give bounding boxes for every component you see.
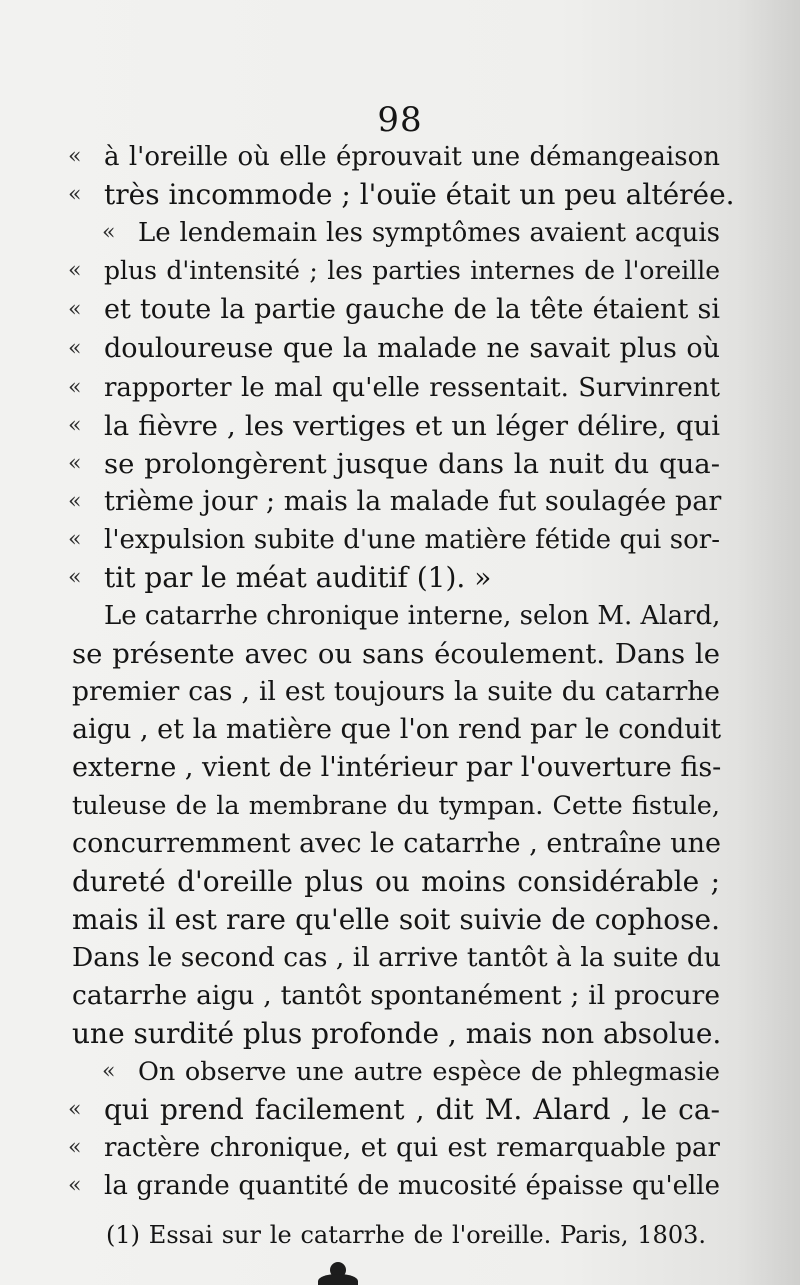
quote-mark: « — [102, 220, 116, 245]
quote-mark: « — [102, 1059, 116, 1084]
text-line: tuleuse de la membrane du tympan. Cette fistule, — [72, 791, 720, 821]
quote-mark: « — [68, 565, 82, 590]
text-line: ractère chronique, et qui est remarquable par — [104, 1133, 720, 1163]
quote-mark: « — [68, 1173, 82, 1198]
quote-mark: « — [68, 182, 82, 207]
text-line: la grande quantité de mucosité épaisse qu'elle — [104, 1171, 720, 1201]
text-line: Le catarrhe chronique interne, selon M. Alard, — [104, 601, 721, 631]
text-line: qui prend facilement , dit M. Alard , le ca- — [104, 1093, 720, 1126]
text-line: une surdité plus profonde , mais non absolue. — [72, 1017, 722, 1050]
text-line: à l'oreille où elle éprouvait une démangeaison — [104, 142, 720, 172]
quote-mark: « — [68, 297, 82, 322]
text-line: Dans le second cas , il arrive tantôt à la suite du — [72, 942, 721, 973]
quote-mark: « — [68, 336, 82, 361]
text-line: se prolongèrent jusque dans la nuit du qua- — [104, 448, 720, 480]
quote-mark: « — [68, 1135, 82, 1160]
text-line: très incommode ; l'ouïe était un peu altérée. — [104, 178, 735, 211]
text-line: Le lendemain les symptômes avaient acquis — [138, 218, 720, 248]
ornament-icon — [318, 1262, 358, 1285]
text-line: douloureuse que la malade ne savait plus où — [104, 333, 720, 364]
quote-mark: « — [68, 375, 82, 400]
text-line: premier cas , il est toujours la suite du catarrhe — [72, 676, 720, 707]
text-line: On observe une autre espèce de phlegmasie — [138, 1057, 720, 1087]
quote-mark: « — [68, 527, 82, 552]
text-line: mais il est rare qu'elle soit suivie de cophose. — [72, 903, 720, 936]
text-line: tit par le méat auditif (1). » — [104, 561, 492, 594]
text-line: l'expulsion subite d'une matière fétide qui sor- — [104, 525, 720, 555]
text-line: externe , vient de l'intérieur par l'ouverture fis- — [72, 752, 722, 783]
text-line: trième jour ; mais la malade fut soulagée par — [104, 486, 722, 517]
text-line: se présente avec ou sans écoulement. Dans le — [72, 638, 720, 670]
page-number: 98 — [377, 100, 423, 140]
quote-mark: « — [68, 144, 82, 169]
text-line: concurremment avec le catarrhe , entraîne une — [72, 828, 721, 859]
text-line: aigu , et la matière que l'on rend par le conduit — [72, 714, 722, 745]
footnote: (1) Essai sur le catarrhe de l'oreille. Paris, 1803. — [106, 1221, 706, 1249]
quote-mark: « — [68, 413, 82, 438]
quote-mark: « — [68, 451, 82, 476]
text-line: rapporter le mal qu'elle ressentait. Survinrent — [104, 373, 720, 403]
text-line: catarrhe aigu , tantôt spontanément ; il procure — [72, 980, 720, 1011]
quote-mark: « — [68, 1097, 82, 1122]
text-line: et toute la partie gauche de la tête étaient si — [104, 294, 720, 325]
text-line: la fièvre , les vertiges et un léger délire, qui — [104, 410, 720, 442]
quote-mark: « — [68, 489, 82, 514]
text-line: dureté d'oreille plus ou moins considérable ; — [72, 865, 720, 898]
text-line: plus d'intensité ; les parties internes de l'oreille — [104, 256, 720, 285]
quote-mark: « — [68, 258, 82, 283]
